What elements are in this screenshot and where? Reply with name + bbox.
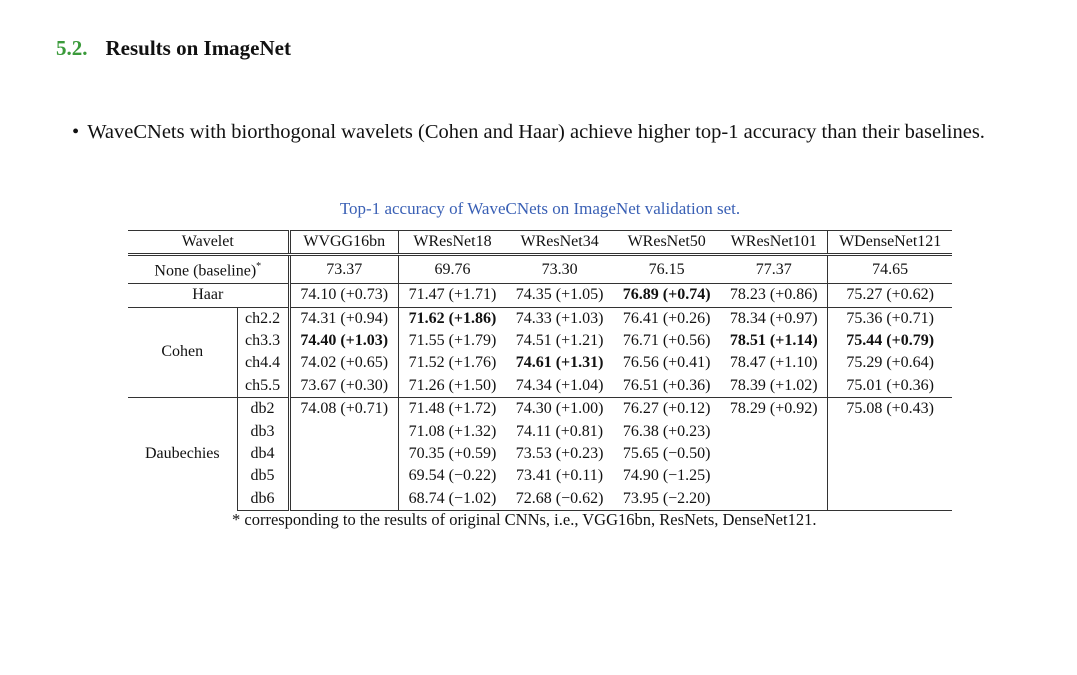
table-cell: 74.35 (+1.05) (506, 284, 613, 307)
table-header-row (128, 231, 952, 255)
header-wresnet18: WResNet18 (398, 231, 506, 255)
table-row-db2 (128, 398, 952, 421)
table-footnote: * corresponding to the results of original CNNs, i.e., VGG16bn, ResNets, DenseNet121. (232, 510, 817, 529)
table-row-ch5-5 (128, 375, 952, 398)
table-cell: 78.51 (+1.14) (729, 331, 818, 349)
row-label: db5 (250, 467, 275, 485)
header-wdensenet121: WDenseNet121 (828, 231, 952, 255)
table-cell: 74.65 (828, 255, 952, 284)
table-cell: 74.40 (+1.03) (289, 330, 398, 352)
table-row-ch2-2 (128, 307, 952, 330)
table-cell (720, 488, 828, 511)
row-label: ch3.3 (244, 331, 281, 349)
table-cell: 71.55 (+1.79) (398, 330, 506, 352)
table-row-ch3-3 (128, 330, 952, 352)
table-cell: 76.56 (+0.41) (622, 354, 711, 372)
table-cell: 75.36 (+0.71) (828, 307, 952, 330)
row-label-baseline: None (baseline)* (154, 261, 262, 280)
table-cell: 74.33 (+1.03) (506, 307, 613, 330)
table-cell: 71.52 (+1.76) (398, 352, 506, 374)
table-cell: 76.27 (+0.12) (613, 398, 720, 421)
results-table (128, 230, 952, 511)
header-wresnet34: WResNet34 (506, 231, 613, 255)
table-cell: 75.65 (−0.50) (622, 444, 711, 462)
table-cell: 71.48 (+1.72) (398, 398, 506, 421)
table-cell (828, 488, 952, 511)
table-row-db4 (128, 443, 952, 465)
table-cell: 78.34 (+0.97) (720, 307, 828, 330)
table-row-ch4-4 (128, 352, 952, 374)
table-cell: 78.39 (+1.02) (729, 376, 818, 394)
group-label-cohen: Cohen (128, 307, 237, 398)
table-cell: 75.44 (+0.79) (828, 330, 952, 352)
header-wavelet: Wavelet (128, 231, 289, 255)
table-cell: 73.67 (+0.30) (289, 375, 398, 398)
table-cell: 75.27 (+0.62) (828, 284, 952, 307)
table-cell: 74.08 (+0.71) (289, 398, 398, 421)
table-cell: 73.30 (541, 260, 578, 278)
table-cell: 78.47 (+1.10) (729, 354, 818, 372)
table-cell (828, 443, 952, 465)
table-cell: 72.68 (−0.62) (506, 488, 613, 511)
table-cell: 75.29 (+0.64) (828, 352, 952, 374)
row-label: ch4.4 (244, 354, 281, 372)
table-cell: 74.11 (+0.81) (516, 422, 604, 440)
table-cell: 73.53 (+0.23) (515, 444, 604, 462)
table-cell: 74.90 (−1.25) (622, 467, 711, 485)
table-cell: 74.30 (+1.00) (506, 398, 613, 421)
table-cell (828, 465, 952, 487)
table-row-haar (128, 284, 952, 307)
table-cell: 74.10 (+0.73) (289, 284, 398, 307)
section-number: 5.2. (56, 36, 88, 60)
table-cell: 74.31 (+0.94) (289, 307, 398, 330)
table-cell: 76.41 (+0.26) (613, 307, 720, 330)
table-cell: 76.38 (+0.23) (622, 422, 711, 440)
table-cell: 73.37 (289, 255, 398, 284)
header-wvgg16bn: WVGG16bn (289, 231, 398, 255)
section-title: Results on ImageNet (105, 36, 291, 60)
row-label-haar: Haar (128, 284, 289, 307)
table-cell: 69.54 (−0.22) (398, 465, 506, 487)
table-cell: 68.74 (−1.02) (398, 488, 506, 511)
bullet-text: WaveCNets with biorthogonal wavelets (Cohen and Haar) achieve higher top-1 accuracy than their baselines. (87, 121, 985, 143)
table-row-db3 (128, 421, 952, 443)
table-cell (828, 421, 952, 443)
table-cell (720, 443, 828, 465)
row-label: db3 (250, 422, 275, 440)
table-cell: 73.41 (+0.11) (516, 467, 604, 485)
table-cell: 75.08 (+0.43) (828, 398, 952, 421)
bullet-icon: • (72, 121, 80, 143)
table-cell: 74.02 (+0.65) (289, 352, 398, 374)
table-row-db6 (128, 488, 952, 511)
table-cell: 75.01 (+0.36) (828, 375, 952, 398)
table-cell: 73.95 (−2.20) (613, 488, 720, 511)
table-cell: 76.51 (+0.36) (622, 376, 711, 394)
table-cell: 71.47 (+1.71) (398, 284, 506, 307)
table-cell: 71.08 (+1.32) (398, 421, 506, 443)
header-wresnet50: WResNet50 (613, 231, 720, 255)
table-cell (289, 465, 398, 487)
table-cell: 76.15 (648, 260, 685, 278)
table-cell (720, 421, 828, 443)
row-label: ch2.2 (237, 307, 289, 330)
table-row-baseline (128, 255, 952, 284)
table-cell: 70.35 (+0.59) (398, 443, 506, 465)
table-cell: 74.61 (+1.31) (515, 354, 604, 372)
table-cell: 74.34 (+1.04) (515, 376, 604, 394)
row-label: db2 (237, 398, 289, 421)
table-row-db5 (128, 465, 952, 487)
header-wresnet101: WResNet101 (720, 231, 828, 255)
table-cell (720, 465, 828, 487)
row-label: ch5.5 (244, 376, 281, 394)
table-cell: 69.76 (398, 255, 506, 284)
table-cell (289, 443, 398, 465)
table-cell: 74.51 (+1.21) (515, 331, 604, 349)
row-label: db4 (250, 444, 275, 462)
row-label: db6 (237, 488, 289, 511)
table-cell (289, 421, 398, 443)
section-heading (56, 36, 291, 61)
table-cell: 78.29 (+0.92) (720, 398, 828, 421)
table-cell: 77.37 (755, 260, 792, 278)
group-label-daubechies: Daubechies (128, 398, 237, 511)
table-cell: 76.71 (+0.56) (622, 331, 711, 349)
table-cell: 71.26 (+1.50) (398, 375, 506, 398)
table-cell: 71.62 (+1.86) (398, 307, 506, 330)
table-cell (289, 488, 398, 511)
bullet-point (72, 121, 985, 144)
table-cell: 78.23 (+0.86) (720, 284, 828, 307)
table-caption: Top-1 accuracy of WaveCNets on ImageNet validation set. (339, 199, 741, 218)
table-cell: 76.89 (+0.74) (613, 284, 720, 307)
